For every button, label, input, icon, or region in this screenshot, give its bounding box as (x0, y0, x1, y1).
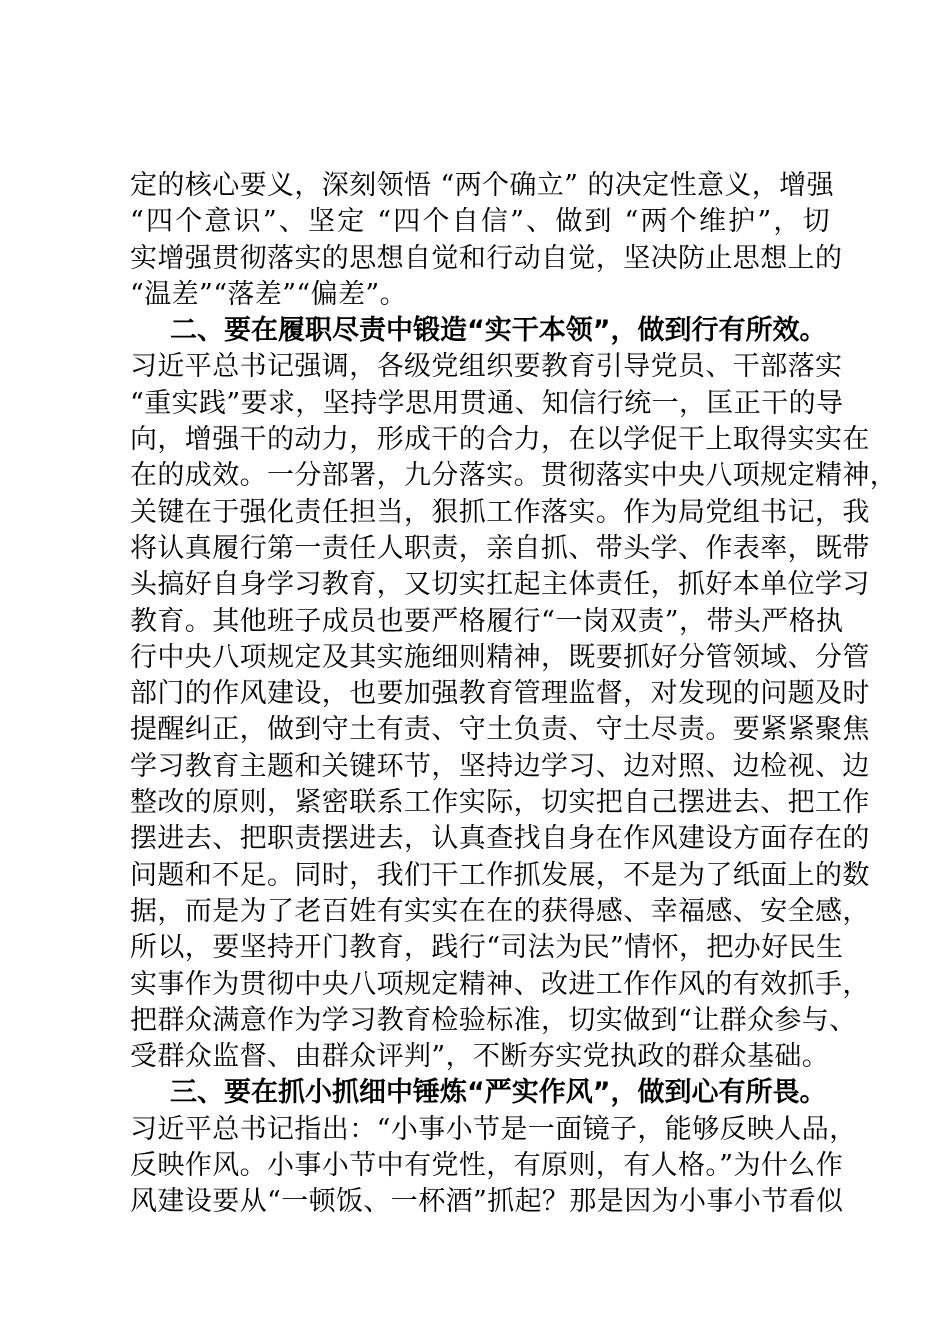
paragraph-line: 学习教育主题和关键环节，坚持边学习、边对照、边检视、边 (130, 750, 870, 782)
paragraph-line: 习近平总书记指出：“小事小节是一面镜子，能够反映人品， (130, 1113, 857, 1145)
paragraph-line: 把群众满意作为学习教育检验标准，切实做到“让群众参与、 (130, 1004, 857, 1036)
paragraph-line: 反映作风。小事小节中有党性，有原则，有人格。”为什么作 (130, 1150, 844, 1182)
section-heading: 三、要在抓小抓细中锤炼“严实作风”，做到心有所畏。 (170, 1077, 827, 1109)
paragraph-line: 整改的原则，紧密联系工作实际，切实把自己摆进去、把工作 (130, 787, 870, 819)
paragraph-line: 问题和不足。同时，我们干工作抓发展，不是为了纸面上的数 (130, 859, 870, 891)
paragraph-line: 风建设要从“一顿饭、一杯酒”抓起？那是因为小事小节看似 (130, 1186, 844, 1218)
paragraph-line: 实增强贯彻落实的思想自觉和行动自觉，坚决防止思想上的 (130, 242, 843, 274)
paragraph-line: 将认真履行第一责任人职责，亲自抓、带头学、作表率，既带 (130, 532, 870, 564)
paragraph-line: 实事作为贯彻中央八项规定精神、改进工作作风的有效抓手， (130, 968, 870, 1000)
paragraph-line: 摆进去、把职责摆进去，认真查找自身在作风建设方面存在的 (130, 823, 870, 855)
paragraph-line: 部门的作风建设，也要加强教育管理监督，对发现的问题及时 (130, 678, 870, 710)
paragraph-line: 向，增强干的动力，形成干的合力，在以学促干上取得实实在 (130, 424, 870, 456)
paragraph-line: 受群众监督、由群众评判”，不断夯实党执政的群众基础。 (130, 1041, 830, 1073)
paragraph-line: 行中央八项规定及其实施细则精神，既要抓好分管领域、分管 (130, 641, 870, 673)
paragraph-line: 在的成效。一分部署，九分落实。贯彻落实中央八项规定精神， (130, 460, 898, 492)
paragraph-line: 教育。其他班子成员也要严格履行“一岗双责”，带头严格执 (130, 605, 844, 637)
paragraph-line: “四个意识”、坚定 “四个自信”、做到 “两个维护”，切 (130, 206, 830, 238)
paragraph-line: 关键在于强化责任担当，狠抓工作落实。作为局党组书记，我 (130, 496, 870, 528)
paragraph-line: 头搞好自身学习教育，又切实扛起主体责任，抓好本单位学习 (130, 569, 870, 601)
paragraph-line: 据，而是为了老百姓有实实在在的获得感、幸福感、安全感， (130, 895, 870, 927)
section-heading: 二、要在履职尽责中锻造“实干本领”，做到行有所效。 (170, 315, 827, 347)
paragraph-line: 定的核心要义，深刻领悟 “两个确立” 的决定性意义，增强 (130, 170, 834, 201)
document-page (130, 168, 898, 1221)
paragraph-line: “温差”“落差”“偏差”。 (130, 278, 408, 310)
paragraph-line: 提醒纠正，做到守土有责、守土负责、守土尽责。要紧紧聚焦 (130, 714, 870, 746)
paragraph-line: “重实践”要求，坚持学思用贯通、知信行统一，匡正干的导 (130, 387, 844, 419)
paragraph-line: 所以，要坚持开门教育，践行“司法为民”情怀，把办好民生 (130, 932, 844, 964)
paragraph-line: 习近平总书记强调，各级党组织要教育引导党员、干部落实 (130, 351, 843, 383)
